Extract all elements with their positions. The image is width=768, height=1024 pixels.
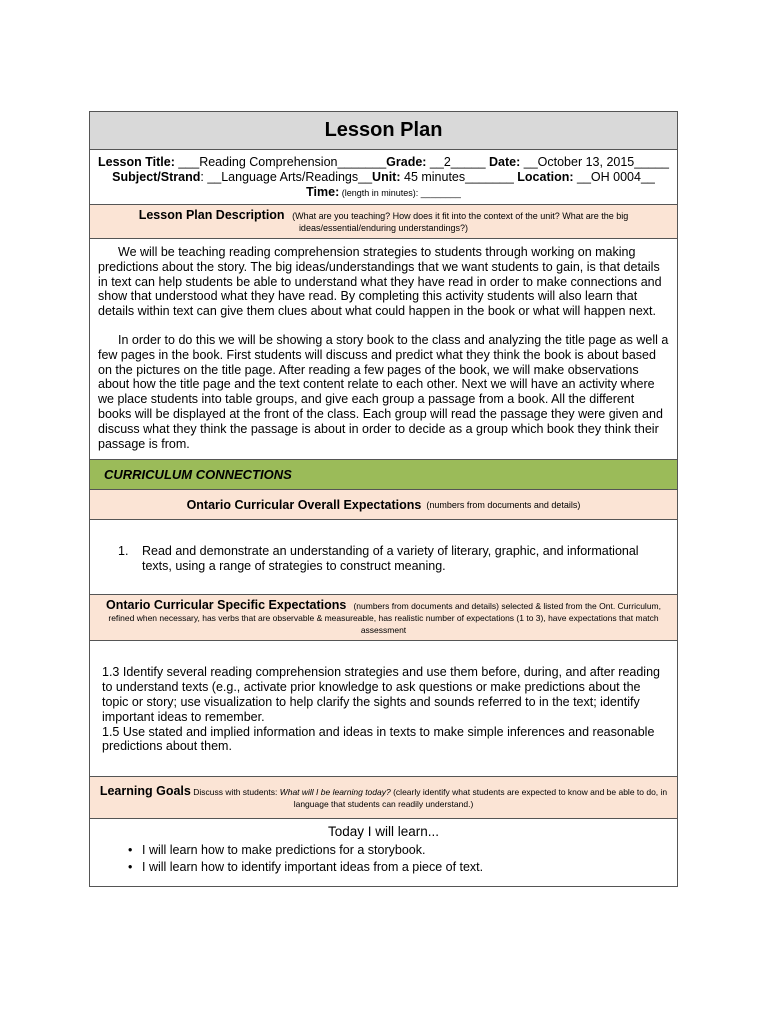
- subject-value: : __Language Arts/Readings__: [200, 170, 373, 184]
- description-hint: (What are you teaching? How does it fit into the context of the unit? What are the big ideas/essential/enduring understandings?): [292, 211, 629, 233]
- description-body: [90, 238, 677, 459]
- grade-value: __2_____: [426, 155, 490, 169]
- list-item: Read and demonstrate an understanding of a variety of literary, graphic, and informational texts, using a range of strategies to construct meaning.: [142, 544, 639, 574]
- info-line-3: [98, 185, 669, 201]
- learning-goals-body: [90, 818, 677, 886]
- overall-label: Ontario Curricular Overall Expectations: [186, 497, 422, 512]
- learning-goals-hint-prefix: Discuss with students:: [193, 787, 278, 798]
- learning-goals-header: [90, 776, 677, 818]
- lesson-title-value: ___Reading Comprehension_______: [174, 155, 387, 169]
- info-line-2: [98, 170, 669, 185]
- description-paragraph: We will be teaching reading comprehension strategies to students through working on making predictions about the story. The big ideas/understandings that we want students to gain, is that details in text can help students be able to understand what they have read in order to make connections and show that understood what they have read. By completing this activity students will also learn that details within text can give them clues about what could happen in the book or what will happen next.: [98, 245, 662, 319]
- learning-goals-list: [114, 842, 669, 876]
- overall-expectations-list: [90, 519, 677, 594]
- subject-label: Subject/Strand: [112, 170, 201, 184]
- description-paragraph: In order to do this we will be showing a story book to the class and analyzing the title page as well a few pages in the book. First students will discuss and predict what they think the book is about based on the pictures on the title page. After reading a few pages of the book, we will make observations about how the title page and the text content relate to each other. Next we will have an activity where we place students into table groups, and give each group a passage from a book. All the different books will be displayed at the front of the class. Each group will read the passage they were given and discuss what they think the passage is about in order to decide as a group which book they think their passage is from.: [98, 332, 669, 451]
- curriculum-connections-heading: CURRICULUM CONNECTIONS: [90, 459, 677, 489]
- time-label: Time:: [306, 185, 340, 199]
- document-title: Lesson Plan: [90, 112, 677, 149]
- description-header: [90, 204, 677, 238]
- lesson-info-section: [90, 149, 677, 204]
- learning-goals-hint-rest: (clearly identify what students are expected to know and be able to do, in language that students can readily understand.): [293, 787, 668, 810]
- lesson-plan-document: [89, 111, 678, 887]
- specific-expectation-item: 1.5 Use stated and implied information and ideas in texts to make simple inferences and reasonable predictions about them.: [102, 724, 655, 754]
- list-item-number: 1.: [118, 544, 129, 559]
- list-item: • I will learn how to identify important ideas from a piece of text.: [130, 859, 669, 876]
- grade-label: Grade:: [386, 155, 427, 169]
- specific-expectations-header: [90, 594, 677, 640]
- specific-hint: (numbers from documents and details) selected & listed from the Ont. Curriculum, refined when necessary, has verbs that are observable & measureable, has realistic number of expectations (1 to 3), have expectations that match assessment: [108, 601, 661, 636]
- date-label: Date:: [489, 155, 521, 169]
- unit-value: 45 minutes_______: [400, 170, 518, 184]
- time-hint: (length in minutes): ________: [339, 188, 461, 198]
- specific-expectations-body: [90, 640, 677, 776]
- specific-expectation-item: 1.3 Identify several reading comprehension strategies and use them before, during, and after reading to understand texts (e.g., activate prior knowledge to ask questions or make predictions about the topic or story; use visualization to help clarify the sights and sounds referred to in the text; identify important ideas to remember.: [102, 665, 660, 724]
- overall-expectations-header: [90, 489, 677, 519]
- lesson-title-label: Lesson Title:: [98, 155, 175, 169]
- description-label: Lesson Plan Description: [138, 208, 285, 222]
- overall-hint: (numbers from documents and details): [426, 499, 581, 510]
- location-value: __OH 0004__: [573, 170, 655, 184]
- list-item: • I will learn how to make predictions for a storybook.: [130, 842, 669, 859]
- specific-label: Ontario Curricular Specific Expectations: [106, 598, 347, 613]
- unit-label: Unit:: [372, 170, 401, 184]
- learning-goals-question: What will I be learning today?: [279, 787, 391, 798]
- learning-goals-label: Learning Goals: [99, 784, 191, 799]
- info-line-1: [98, 155, 669, 170]
- learning-goals-intro: Today I will learn...: [327, 824, 440, 840]
- date-value: __October 13, 2015_____: [520, 155, 670, 169]
- location-label: Location:: [517, 170, 574, 184]
